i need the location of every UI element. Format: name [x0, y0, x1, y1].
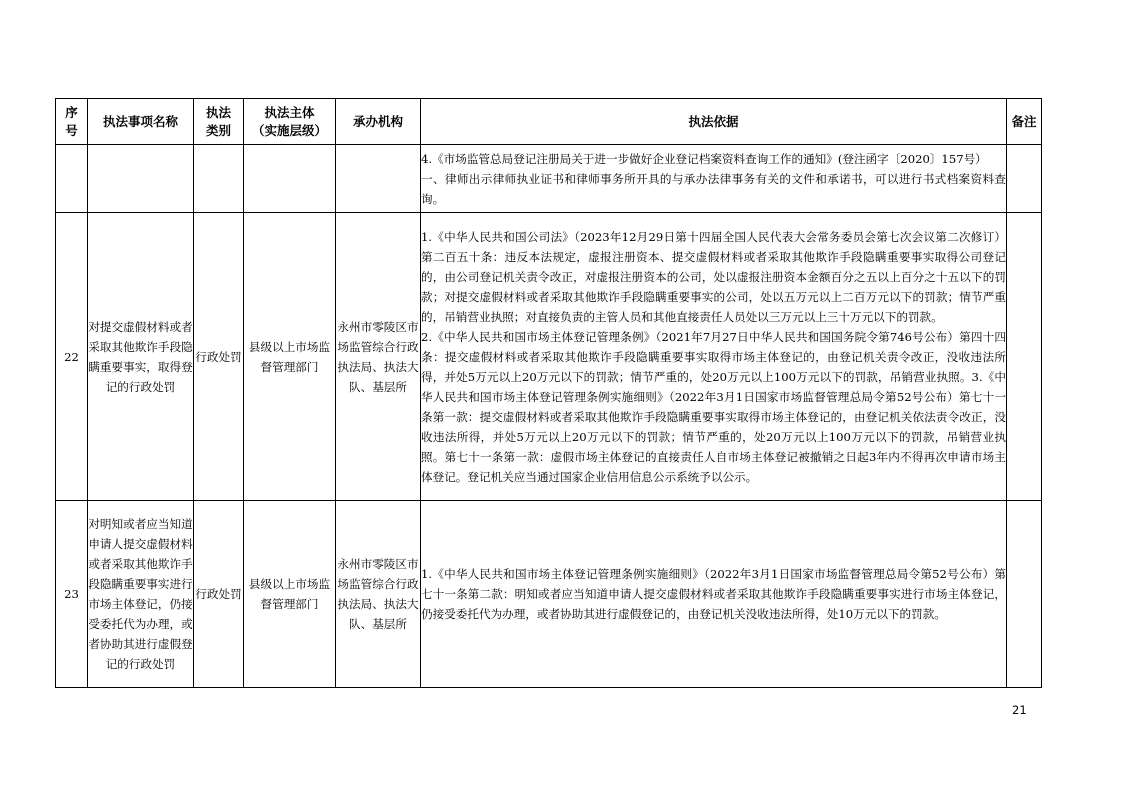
basis-paragraph: 2.《中华人民共和国市场主体登记管理条例》（2021年7月27日中华人民共和国国务院令第746号公布）第四十四条：提交虚假材料或者采取其他欺诈手段隐瞒重要事实取得市场主体登记的，由登记机关责令改正，没收违法所得，并处5万元以上20万元以下的罚款；情节严重的，处20万元以上100万元以下的罚款，吊销营业执照。3.《中华人民共和国市场主体登记管理条例实施细则》（2022年3月1日国家市场监督管理总局令第52号公布）第七十一条第一款：提交虚假材料或者采取其他欺诈手段隐瞒重要事实取得市场主体登记的，由登记机关依法责令改正，没收违法所得，并处5万元以上20万元以下的罚款；情节严重的，处20万元以上100万元以下的罚款，吊销营业执照。第七十一条第一款：虚假市场主体登记的直接责任人自市场主体登记被撤销之日起3年内不得再次申请市场主体登记。登记机关应当通过国家企业信用信息公示系统予以公示。: [421, 329, 1006, 484]
row-item-name: 对提交虚假材料或者采取其他欺诈手段隐瞒重要事实，取得登记的行政处罚: [88, 213, 194, 501]
header-agency: 承办机构: [336, 99, 421, 145]
basis-paragraph: 4.《市场监管总局登记注册局关于进一步做好企业登记档案资料查询工作的通知》(登注函字〔2020〕157号）: [421, 151, 987, 166]
row-subject: [244, 145, 336, 213]
row-agency: 永州市零陵区市场监管综合行政执法局、执法大队、基层所: [336, 501, 421, 688]
header-category: 执法 类别: [194, 99, 244, 145]
header-subject: 执法主体 （实施层级）: [244, 99, 336, 145]
row-remark: [1007, 145, 1042, 213]
row-category: [194, 145, 244, 213]
header-basis: 执法依据: [421, 99, 1007, 145]
row-subject: 县级以上市场监督管理部门: [244, 501, 336, 688]
basis-paragraph: 1.《中华人民共和国公司法》（2023年12月29日第十四届全国人民代表大会常务委员会第七次会议第二次修订）第二百五十条：违反本法规定，虚报注册资本、提交虚假材料或者采取其他欺诈手段隐瞒重要事实取得公司登记的，由公司登记机关责令改正，对虚报注册资本的公司，处以虚报注册资本金额百分之五以上百分之十五以下的罚款；对提交虚假材料或者采取其他欺诈手段隐瞒重要事实的公司，处以五万元以上二百万元以下的罚款；情节严重的，吊销营业执照；对直接负责的主管人员和其他直接责任人员处以三万元以上三十万元以下的罚款。: [421, 229, 1006, 324]
header-remark: 备注: [1007, 99, 1042, 145]
basis-paragraph: 1.《中华人民共和国市场主体登记管理条例实施细则》（2022年3月1日国家市场监督管理总局令第52号公布）第七十一条第二款：明知或者应当知道申请人提交虚假材料或者采取其他欺诈手段隐瞒重要事实进行市场主体登记，仍接受委托代为办理，或者协助其进行虚假登记的，由登记机关没收违法所得，处10万元以下的罚款。: [421, 567, 1006, 621]
row-category: 行政处罚: [194, 213, 244, 501]
enforcement-items-table: [55, 98, 1042, 688]
row-item-name: [88, 145, 194, 213]
row-agency: [336, 145, 421, 213]
page-number: 21: [1012, 703, 1027, 717]
row-basis: [421, 501, 1007, 688]
table-row: [56, 501, 1042, 688]
row-item-name: 对明知或者应当知道申请人提交虚假材料或者采取其他欺诈手段隐瞒重要事实进行市场主体登记，仍接受委托代为办理，或者协助其进行虚假登记的行政处罚: [88, 501, 194, 688]
row-remark: [1007, 213, 1042, 501]
basis-paragraph: 一、律师出示律师执业证书和律师事务所开具的与承办法律事务有关的文件和承诺书，可以进行书式档案资料查询。: [421, 171, 1006, 206]
row-subject: 县级以上市场监督管理部门: [244, 213, 336, 501]
table-row: [56, 213, 1042, 501]
row-seq: 22: [56, 213, 88, 501]
row-remark: [1007, 501, 1042, 688]
row-basis: [421, 213, 1007, 501]
table-header-row: [56, 99, 1042, 145]
header-seq: 序 号: [56, 99, 88, 145]
row-basis: [421, 145, 1007, 213]
row-agency: 永州市零陵区市场监管综合行政执法局、执法大队、基层所: [336, 213, 421, 501]
row-seq: [56, 145, 88, 213]
row-category: 行政处罚: [194, 501, 244, 688]
row-seq: 23: [56, 501, 88, 688]
header-item-name: 执法事项名称: [88, 99, 194, 145]
table-row: [56, 145, 1042, 213]
